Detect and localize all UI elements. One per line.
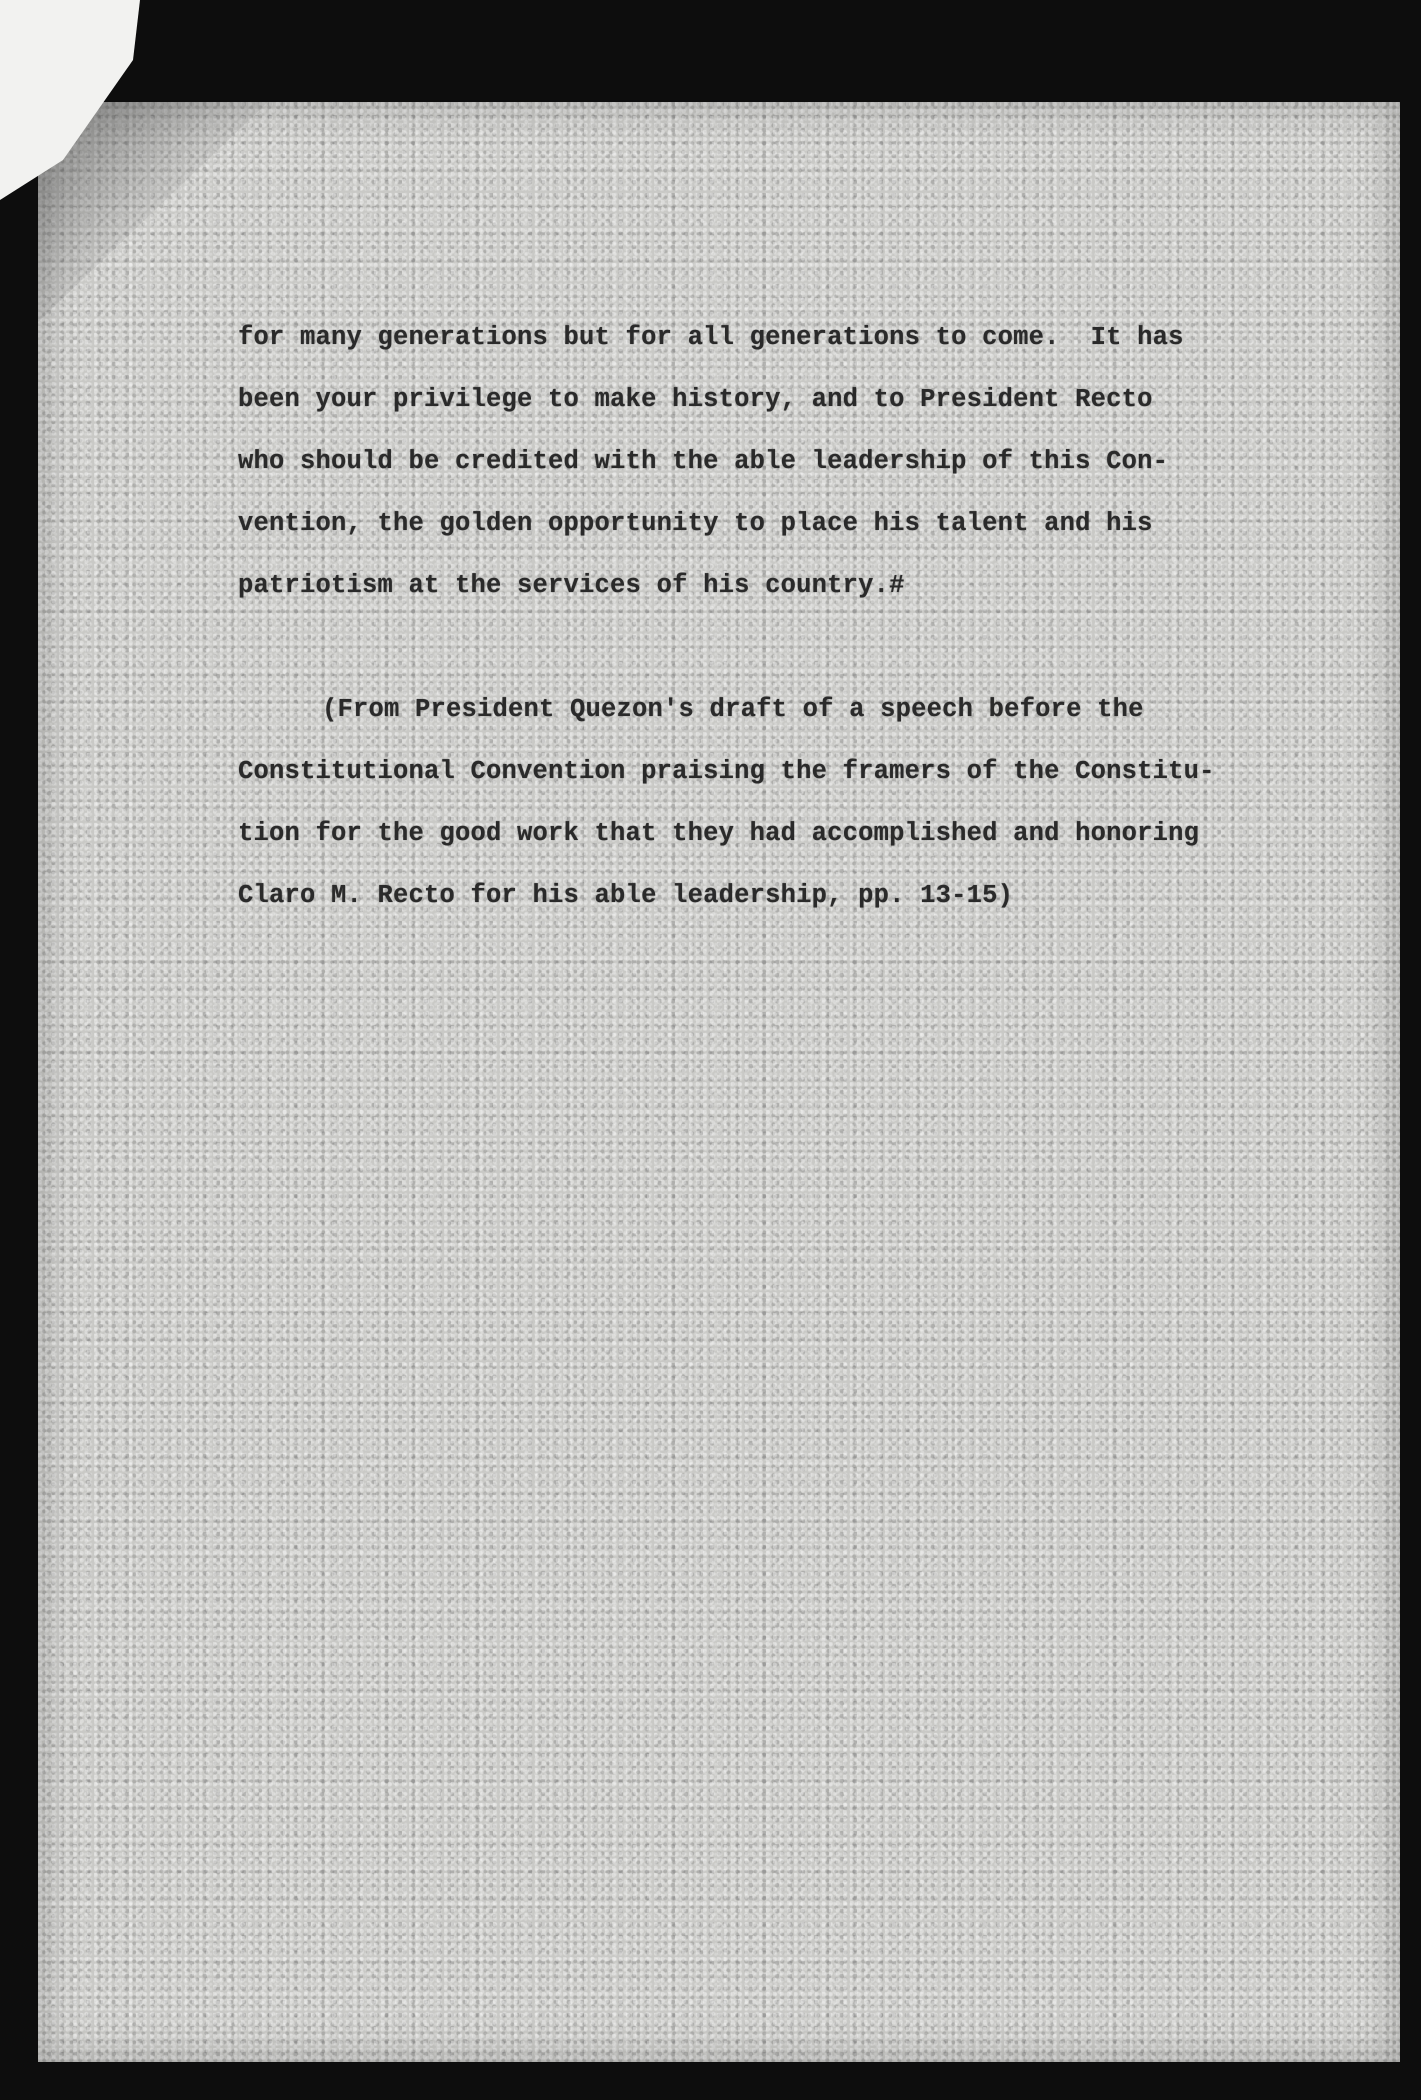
text-line: vention, the golden opportunity to place his talent and his [238,509,1153,538]
source-note-paragraph [238,690,1258,938]
text-line: Claro M. Recto for his able leadership, pp. 13-15) [238,881,1014,910]
text-line: who should be credited with the able leadership of this Con- [238,447,1169,476]
text-line: Constitutional Convention praising the framers of the Constitu- [238,757,1215,786]
text-line: been your privilege to make history, and to President Recto [238,385,1153,414]
text-line: (From President Quezon's draft of a speech before the [322,695,1144,724]
text-line: for many generations but for all generations to come. It has [238,323,1184,352]
text-line: patriotism at the services of his country.# [238,571,905,600]
speech-paragraph [238,318,1258,628]
text-line: tion for the good work that they had accomplished and honoring [238,819,1200,848]
